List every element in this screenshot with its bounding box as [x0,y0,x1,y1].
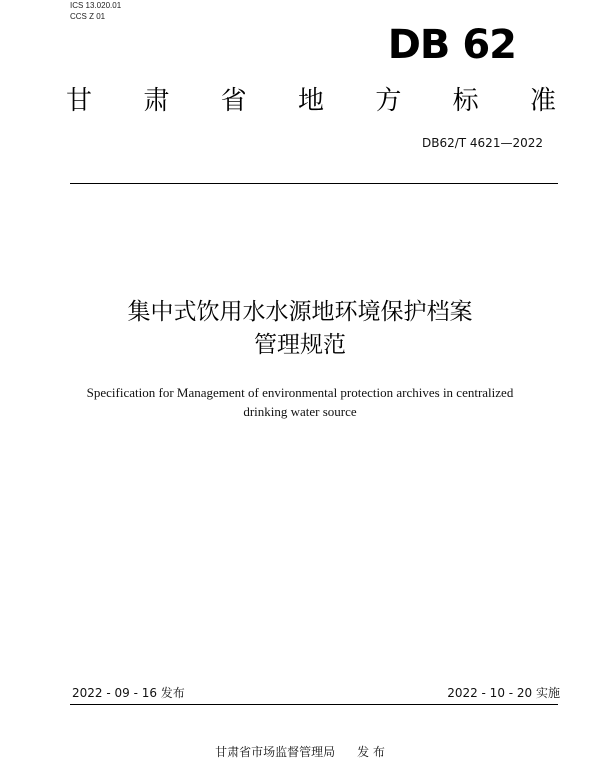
publisher-name: 甘肃省市场监督管理局 [215,745,336,759]
document-title-line2: 管理规范 [254,332,346,358]
english-title [60,383,540,421]
classification-codes [70,0,121,22]
standard-type-title [66,86,556,116]
bottom-divider [70,704,558,705]
publish-action: 发 布 [357,745,385,759]
implementation-date: 2022 - 10 - 20 实施 [447,686,560,700]
ics-code: ICS 13.020.01 [70,1,122,10]
document-title-line1: 集中式饮用水水源地环境保护档案 [127,299,473,325]
ccs-code: CCS Z 01 [70,12,106,21]
standard-type-char: 地 [297,86,324,116]
standard-number: DB62/T 4621—2022 [421,136,543,150]
standard-type-char: 标 [452,86,479,116]
top-divider [70,183,558,184]
standard-type-char: 省 [220,86,247,116]
standard-type-char: 准 [529,86,556,116]
english-title-line1: Specification for Management of environmental protection archives in centralized [86,385,514,400]
standard-type-char: 肃 [143,86,170,116]
db-logo: DB 62 [387,22,516,68]
issue-date: 2022 - 09 - 16 发布 [72,686,185,700]
standard-type-char: 甘 [66,86,93,116]
publisher-line [0,745,600,759]
english-title-line2: drinking water source [243,404,357,419]
document-title [0,296,600,362]
standard-type-char: 方 [375,86,402,116]
